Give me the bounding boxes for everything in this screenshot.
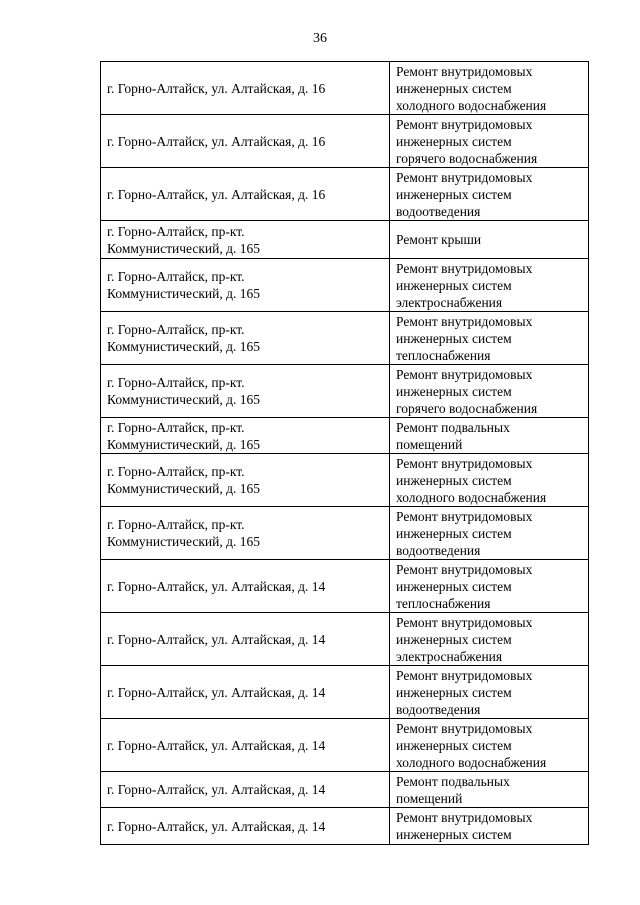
address-text: г. Горно-Алтайск, пр-кт. Коммунистический, д. 165 [107,223,260,256]
table-body [101,62,589,845]
work-text: Ремонт внутридомовых инженерных систем холодного водоснабжения [396,720,547,770]
page-number: 36 [313,31,327,46]
address-cell [101,560,390,613]
address-text: г. Горно-Алтайск, пр-кт. Коммунистический, д. 165 [107,375,260,407]
work-cell [390,613,589,666]
address-text: г. Горно-Алтайск, ул. Алтайская, д. 16 [107,186,326,202]
work-cell [390,115,589,168]
address-text: г. Горно-Алтайск, ул. Алтайская, д. 16 [107,133,326,149]
work-text: Ремонт внутридомовых инженерных систем холодного водоснабжения [396,455,547,505]
repair-works-table [100,61,589,845]
address-cell [101,808,390,845]
address-cell [101,365,390,418]
table-row [101,115,589,168]
address-text: г. Горно-Алтайск, ул. Алтайская, д. 14 [107,818,326,834]
table-row [101,666,589,719]
table-row [101,560,589,613]
address-text: г. Горно-Алтайск, пр-кт. Коммунистический, д. 165 [107,419,260,452]
work-text: Ремонт внутридомовых инженерных систем водоотведения [396,508,533,558]
address-cell [101,259,390,312]
address-cell [101,418,390,454]
address-cell [101,221,390,259]
work-cell [390,808,589,845]
table-row [101,365,589,418]
work-cell [390,312,589,365]
work-text: Ремонт внутридомовых инженерных систем электроснабжения [396,614,533,664]
work-cell [390,365,589,418]
table-row [101,808,589,845]
work-text: Ремонт внутридомовых инженерных систем водоотведения [396,667,533,717]
address-cell [101,772,390,808]
work-text: Ремонт внутридомовых инженерных систем горячего водоснабжения [396,116,538,166]
address-cell [101,168,390,221]
table-row [101,454,589,507]
address-text: г. Горно-Алтайск, ул. Алтайская, д. 14 [107,782,326,797]
work-text: Ремонт внутридомовых инженерных систем [396,810,533,842]
address-cell [101,115,390,168]
work-cell [390,560,589,613]
address-text: г. Горно-Алтайск, пр-кт. Коммунистический, д. 165 [107,269,260,301]
work-cell [390,221,589,259]
address-text: г. Горно-Алтайск, ул. Алтайская, д. 16 [107,80,326,96]
work-cell [390,259,589,312]
work-cell [390,62,589,115]
work-text: Ремонт подвальных помещений [396,773,510,806]
address-cell [101,719,390,772]
work-text: Ремонт внутридомовых инженерных систем холодного водоснабжения [396,63,547,113]
address-text: г. Горно-Алтайск, ул. Алтайская, д. 14 [107,631,326,647]
table-row [101,168,589,221]
work-cell [390,666,589,719]
table-row [101,719,589,772]
work-cell [390,168,589,221]
address-text: г. Горно-Алтайск, ул. Алтайская, д. 14 [107,684,326,700]
work-text: Ремонт подвальных помещений [396,419,510,452]
work-text: Ремонт внутридомовых инженерных систем горячего водоснабжения [396,366,538,416]
work-cell [390,454,589,507]
table-row [101,507,589,560]
table-row [101,772,589,808]
address-text: г. Горно-Алтайск, ул. Алтайская, д. 14 [107,737,326,753]
table-row [101,418,589,454]
work-cell [390,772,589,808]
address-text: г. Горно-Алтайск, пр-кт. Коммунистический, д. 165 [107,517,260,549]
work-text: Ремонт внутридомовых инженерных систем теплоснабжения [396,313,533,363]
address-cell [101,613,390,666]
address-text: г. Горно-Алтайск, пр-кт. Коммунистический, д. 165 [107,464,260,496]
work-text: Ремонт внутридомовых инженерных систем водоотведения [396,169,533,219]
address-text: г. Горно-Алтайск, пр-кт. Коммунистический, д. 165 [107,322,260,354]
work-cell [390,418,589,454]
address-cell [101,507,390,560]
table-row [101,259,589,312]
address-cell [101,312,390,365]
table-row [101,221,589,259]
work-text: Ремонт внутридомовых инженерных систем электроснабжения [396,260,533,310]
address-text: г. Горно-Алтайск, ул. Алтайская, д. 14 [107,578,326,594]
work-cell [390,719,589,772]
work-cell [390,507,589,560]
table-row [101,613,589,666]
address-cell [101,454,390,507]
work-text: Ремонт крыши [396,232,482,247]
address-cell [101,62,390,115]
table-row [101,312,589,365]
work-text: Ремонт внутридомовых инженерных систем теплоснабжения [396,561,533,611]
table-row [101,62,589,115]
address-cell [101,666,390,719]
